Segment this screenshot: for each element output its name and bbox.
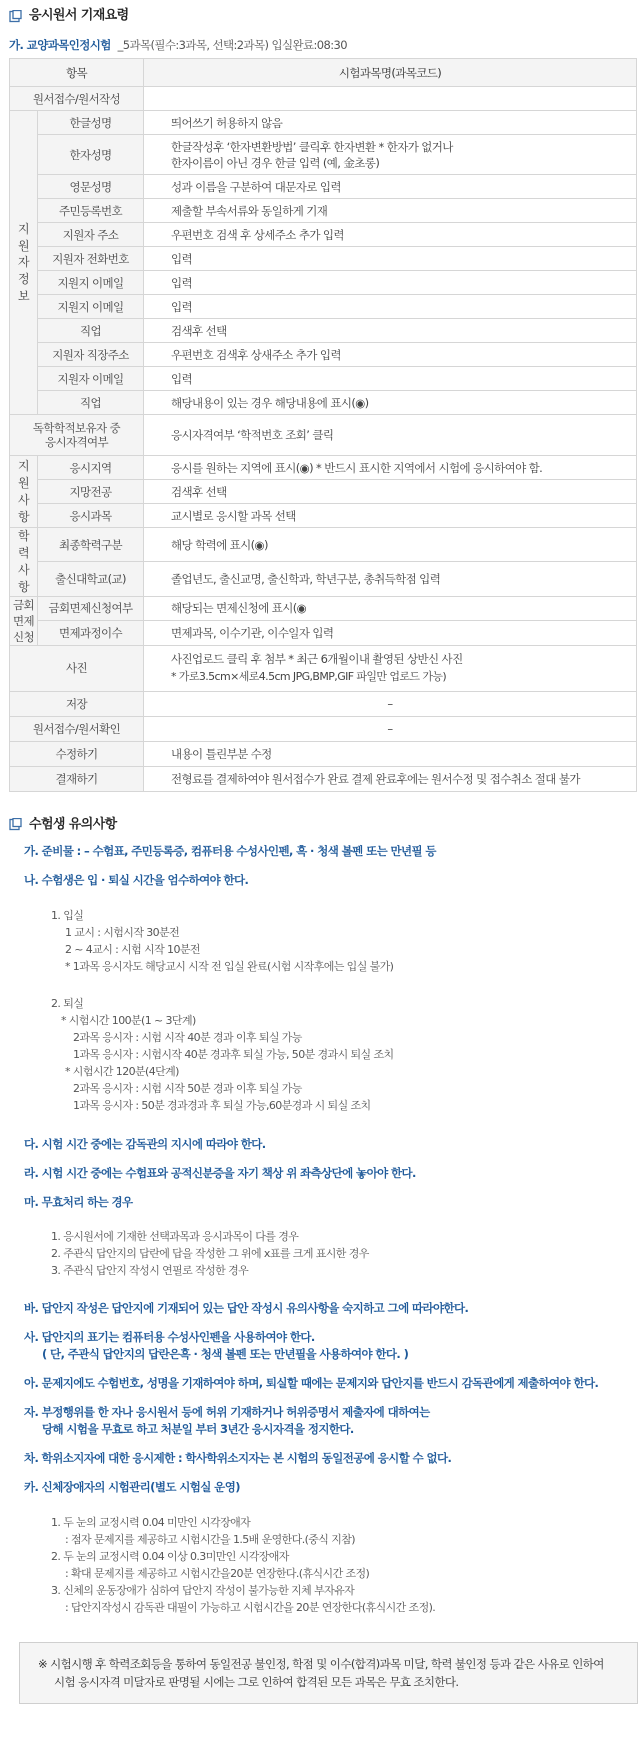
footer-note — [19, 1642, 638, 1704]
notice-detail: 2. 퇴실 — [51, 996, 84, 1010]
row-value-line: * 가로3.5cm×세로4.5cm JPG,BMP,GIF 파일만 업로드 가능) — [171, 670, 447, 684]
row-label: 저장 — [10, 691, 144, 716]
row-label: 사진 — [10, 645, 144, 691]
row-label: 영문성명 — [38, 175, 144, 199]
notice-detail: 1. 두 눈의 교정시력 0.04 미만인 시각장애자 — [51, 1515, 251, 1529]
row-label-line: 독학학적보유자 중 — [32, 421, 121, 435]
table-row — [10, 175, 637, 199]
row-value: 띄어쓰기 허용하지 않음 — [144, 111, 637, 135]
table-row — [10, 766, 637, 791]
group-label: 금회 면제 신청 — [10, 596, 38, 645]
row-value — [144, 87, 637, 111]
row-value: 졸업년도, 출신교명, 출신학과, 학년구분, 총취득학점 입력 — [144, 562, 637, 596]
header-item: 항목 — [10, 59, 144, 87]
row-label: 출신대학교(교) — [38, 562, 144, 596]
row-value-line: 한글작성후 ‘한자변환방법’ 클릭후 한자변환 * 한자가 없거나 — [171, 139, 453, 154]
row-value — [144, 135, 637, 175]
table-row — [10, 367, 637, 391]
row-label: 직업 — [38, 391, 144, 415]
exam-notices — [0, 792, 643, 1724]
row-value: 검색후 선택 — [144, 480, 637, 504]
row-label: 지원자 주소 — [38, 223, 144, 247]
notice-item: 나. 수험생은 입 · 퇴실 시간을 엄수하여야 한다. — [24, 872, 249, 887]
table-row — [10, 716, 637, 741]
notice-detail: 1 교시 : 시험시작 30분전 — [65, 925, 180, 939]
table-row — [10, 691, 637, 716]
application-table — [9, 58, 637, 791]
row-value: 검색후 선택 — [144, 319, 637, 343]
notice-item: 사. 답안지의 표기는 컴퓨터용 수성사인펜을 사용하여야 한다. — [24, 1329, 315, 1344]
row-label: 면제과정이수 — [38, 621, 144, 646]
notice-detail: 2과목 응시자 : 시험 시작 40분 경과 이후 퇴실 가능 — [73, 1030, 302, 1044]
notice-detail: 3. 주관식 답안지 작성시 연필로 작성한 경우 — [51, 1263, 249, 1277]
table-row — [10, 645, 637, 691]
row-value-line: 한자이름이 아닌 경우 한글 입력 (예, 金초롱) — [171, 155, 380, 170]
notice-detail: : 답안지작성시 감독관 대필이 가능하고 시험시간을 20분 연장한다(휴식시간 조정). — [65, 1600, 436, 1614]
row-label: 원서접수/원서확인 — [10, 716, 144, 741]
table-row — [10, 135, 637, 175]
row-label: 금회면제신청여부 — [38, 596, 144, 621]
row-value: – — [144, 716, 637, 741]
document-icon — [9, 818, 22, 831]
notice-detail: 2. 두 눈의 교정시력 0.04 이상 0.3미만인 시각장애자 — [51, 1549, 289, 1563]
row-value-line: 사진업로드 클릭 후 첨부 * 최근 6개월이내 촬영된 상반신 사진 — [171, 652, 463, 667]
row-value: 제출할 부속서류와 동일하게 기재 — [144, 199, 637, 223]
sub-heading-title: 가. 교양과목인정시험 — [9, 38, 111, 52]
row-label: 지원지 이메일 — [38, 295, 144, 319]
table-row — [10, 223, 637, 247]
row-value: 내용이 틀린부분 수정 — [144, 741, 637, 766]
row-value: 교시별로 응시할 과목 선택 — [144, 504, 637, 528]
footer-line: 시험 응시자격 미달자로 판명될 시에는 그로 인하여 합격된 모든 과목은 무효 조치한다. — [54, 1674, 459, 1689]
row-label: 응시지역 — [38, 456, 144, 480]
row-value: 해당내용이 있는 경우 해당내용에 표시(◉) — [144, 391, 637, 415]
group-label: 학 력 사 항 — [10, 528, 38, 596]
table-header — [10, 59, 637, 87]
notice-detail: : 점자 문제지를 제공하고 시험시간을 1.5배 운영한다.(중식 지참) — [65, 1532, 355, 1546]
row-label: 직업 — [38, 319, 144, 343]
exam-application-guide — [0, 0, 643, 792]
row-label: 지원지 이메일 — [38, 271, 144, 295]
notice-item: 아. 문제지에도 수험번호, 성명을 기재하여야 하며, 퇴실할 때에는 문제지와 답안지를 반드시 감독관에게 제출하여야 한다. — [24, 1375, 599, 1390]
row-value: 성과 이름을 구분하여 대문자로 입력 — [144, 175, 637, 199]
notice-detail: 2. 주관식 답안지의 답란에 답을 작성한 그 위에 x표를 크게 표시한 경우 — [51, 1246, 369, 1260]
table-row — [10, 271, 637, 295]
table-row — [10, 621, 637, 646]
notice-detail: * 시험시간 100분(1 ~ 3단계) — [61, 1013, 196, 1027]
row-value: – — [144, 691, 637, 716]
group-label: 지 원 사 항 — [10, 456, 38, 528]
row-label-line: 응시자격여부 — [44, 435, 109, 450]
table-row — [10, 456, 637, 480]
notice-list — [24, 844, 643, 1616]
sub-heading-note: _5과목(필수:3과목, 선택:2과목) 입실완료:08:30 — [117, 38, 347, 52]
row-label — [10, 415, 144, 456]
row-value: 입력 — [144, 367, 637, 391]
notice-item: 차. 학위소지자에 대한 응시제한 : 학사학위소지자는 본 시험의 동일전공에 응시할 수 없다. — [24, 1450, 452, 1465]
table-row — [10, 111, 637, 135]
row-value: 입력 — [144, 271, 637, 295]
table-row — [10, 596, 637, 621]
header-subject: 시험과목명(과목코드) — [144, 59, 637, 87]
row-value: 입력 — [144, 295, 637, 319]
section-title — [9, 5, 643, 27]
notice-item: 자. 부정행위를 한 자나 응시원서 등에 허위 기재하거나 허위증명서 제출자에 대하여는 — [24, 1404, 430, 1419]
notice-detail: 1. 응시원서에 기재한 선택과목과 응시과목이 다를 경우 — [51, 1229, 299, 1243]
table-row — [10, 480, 637, 504]
document-icon — [9, 10, 22, 23]
row-label: 결재하기 — [10, 766, 144, 791]
row-label: 주민등록번호 — [38, 199, 144, 223]
row-value: 입력 — [144, 247, 637, 271]
notice-detail: * 1과목 응시자도 해당교시 시작 전 입실 완료(시험 시작후에는 입실 불가) — [65, 959, 394, 973]
row-value: 전형료를 결제하여야 원서접수가 완료 결제 완료후에는 원서수정 및 접수취소 절대 불가 — [144, 766, 637, 791]
row-label: 응시과목 — [38, 504, 144, 528]
notice-detail: 2 ~ 4교시 : 시험 시작 10분전 — [65, 942, 200, 956]
table-row — [10, 741, 637, 766]
section-title-text: 응시원서 기재요령 — [29, 7, 129, 23]
table-row — [10, 562, 637, 596]
row-label: 한자성명 — [38, 135, 144, 175]
row-value: 우편번호 검색 후 상세주소 추가 입력 — [144, 223, 637, 247]
row-value: 면제과목, 이수기관, 이수일자 입력 — [144, 621, 637, 646]
group-label: 지 원 자 정 보 — [10, 111, 38, 415]
row-value: 응시를 원하는 지역에 표시(◉) * 반드시 표시한 지역에서 시험에 응시하여야 함. — [144, 456, 637, 480]
notice-detail: 2과목 응시자 : 시험 시작 50분 경과 이후 퇴실 가능 — [73, 1081, 302, 1095]
row-label: 최종학력구분 — [38, 528, 144, 562]
notice-detail: 1과목 응시자 : 50분 경과경과 후 퇴실 가능,60분경과 시 퇴실 조치 — [73, 1098, 371, 1112]
sub-heading — [9, 38, 643, 52]
section-title — [9, 814, 643, 836]
table-row — [10, 87, 637, 111]
notice-item: 바. 답안지 작성은 답안지에 기재되어 있는 답안 작성시 유의사항을 숙지하고 그에 따라야한다. — [24, 1300, 469, 1315]
notice-item: 다. 시험 시간 중에는 감독관의 지시에 따라야 한다. — [24, 1136, 266, 1151]
table-row — [10, 295, 637, 319]
notice-item: 마. 무효처리 하는 경우 — [24, 1194, 133, 1209]
notice-item: 라. 시험 시간 중에는 수험표와 공적신분증을 자기 책상 위 좌측상단에 놓아야 한다. — [24, 1165, 416, 1180]
table-row — [10, 504, 637, 528]
row-label: 수정하기 — [10, 741, 144, 766]
row-label: 지망전공 — [38, 480, 144, 504]
table-row — [10, 247, 637, 271]
notice-detail: 1. 입실 — [51, 908, 84, 922]
row-label: 원서접수/원서작성 — [10, 87, 144, 111]
footer-line: ※ 시험시행 후 학력조회등을 통하여 동일전공 불인정, 학점 및 이수(합격)과목 미달, 학력 불인정 등과 같은 사유로 인하여 — [38, 1656, 604, 1671]
notice-item: 가. 준비물 : – 수험표, 주민등록증, 컴퓨터용 수성사인펜, 흑 · 청색 볼펜 또는 만년필 등 — [24, 843, 436, 858]
table-row — [10, 415, 637, 456]
notice-detail: 1과목 응시자 : 시험시작 40분 경과후 퇴실 가능, 50분 경과시 퇴실 조치 — [73, 1047, 394, 1061]
row-label: 한글성명 — [38, 111, 144, 135]
row-value: 해당되는 면제신청에 표시(◉ — [144, 596, 637, 621]
notice-detail: 3. 신체의 운동장애가 심하여 답안지 작성이 불가능한 지체 부자유자 — [51, 1583, 355, 1597]
notice-item: 당해 시험을 무효로 하고 처분일 부터 3년간 응시자격을 정지한다. — [42, 1421, 354, 1436]
notice-item: 카. 신체장애자의 시험관리(별도 시험실 운영) — [24, 1479, 240, 1494]
table-row — [10, 199, 637, 223]
notice-item: ( 단, 주관식 답안지의 답란은흑 · 청색 볼펜 또는 만년필을 사용하여야 한다. ) — [42, 1346, 409, 1361]
section-title-text: 수험생 유의사항 — [29, 816, 117, 832]
table-row — [10, 528, 637, 562]
notice-detail: : 확대 문제지를 제공하고 시험시간을20분 연장한다.(휴식시간 조정) — [65, 1566, 370, 1580]
table-row — [10, 319, 637, 343]
row-label: 지원자 이메일 — [38, 367, 144, 391]
row-label: 지원자 전화번호 — [38, 247, 144, 271]
table-row — [10, 391, 637, 415]
table-row — [10, 343, 637, 367]
row-value: 응시자격여부 ‘학적번호 조회’ 클릭 — [144, 415, 637, 456]
row-value: 우편번호 검색후 상새주소 추가 입력 — [144, 343, 637, 367]
row-label: 지원자 직장주소 — [38, 343, 144, 367]
row-value — [144, 645, 637, 691]
notice-detail: * 시험시간 120분(4단계) — [65, 1064, 179, 1078]
row-value: 해당 학력에 표시(◉) — [144, 528, 637, 562]
